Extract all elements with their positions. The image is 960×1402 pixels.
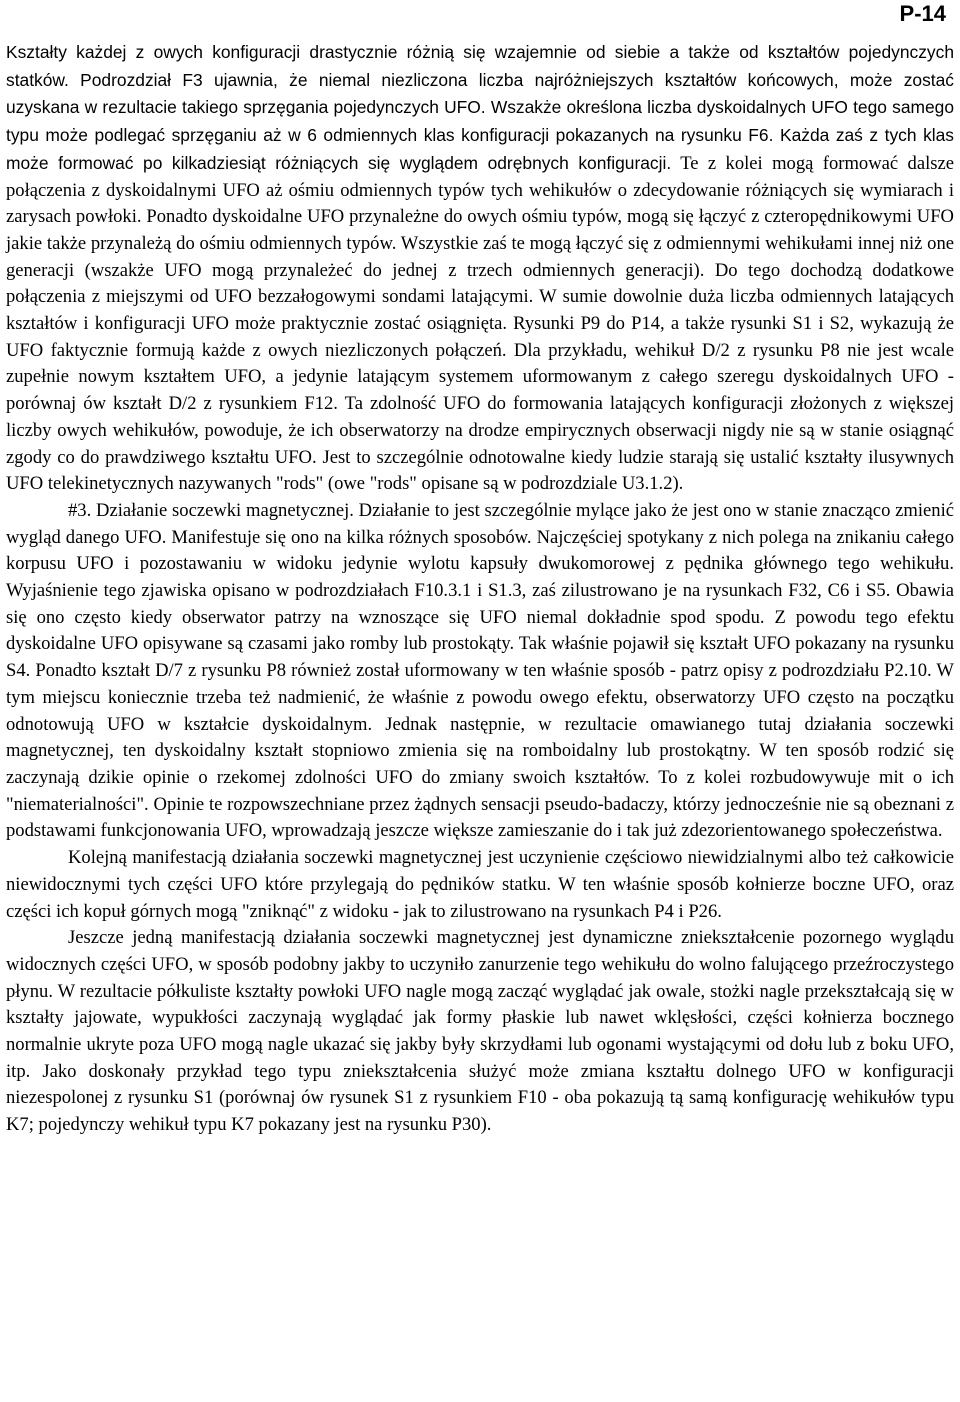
page-number: P-14 <box>899 1 946 26</box>
paragraph-3: Kolejną manifestacją działania soczewki magnetycznej jest uczynienie częściowo niewidzialnymi albo też całkowicie niewidocznymi tych części UFO które przylegają do pędników statku. W ten właśnie sposób kołnierze boczne UFO, oraz części ich kopuł górnych mogą "zniknąć" z widoku - jak to zilustrowano na rysunkach P4 i P26. <box>6 847 954 922</box>
paragraph-1-sans-part: Kształty każdej z owych konfiguracji drastycznie różnią się wzajemnie od siebie a także od kształtów pojedynczych statków. Podrozdział F3 ujawnia, że niemal niezliczona liczba najróżniejszych kształtów końcowych, może zostać uzyskana w rezultacie takiego sprzęgania pojedynczych UFO. Wszakże określona liczba dyskoidalnych UFO tego samego typu może podlegać sprzęganiu aż w 6 odmiennych klas konfiguracji pokazanych na rysunku F6. Każda zaś z tych klas może formować po kilkadziesiąt różniących się wyglądem odrębnych konfiguracji. <box>6 42 954 173</box>
paragraph-1 <box>6 39 954 498</box>
paragraph-2: #3. Działanie soczewki magnetycznej. Działanie to jest szczególnie mylące jako że jest ono w stanie znacząco zmienić wygląd danego UFO. Manifestuje się ono na kilka różnych sposobów. Najczęściej spotykany z nich polega na znikaniu całego korpusu UFO i pozostawaniu w widoku jedynie wylotu kapsuły dwukomorowej z pędnika głównego tego wehikułu. Wyjaśnienie tego zjawiska opisano w podrozdziałach F10.3.1 i S1.3, zaś zilustrowano je na rysunkach F32, C6 i S5. Obawia się ono często kiedy obserwator patrzy na wznoszące się UFO niemal dokładnie spod spodu. Z powodu tego efektu dyskoidalne UFO opisywane są czasami jako romby lub prostokąty. Tak właśnie pojawił się kształt UFO pokazany na rysunku S4. Ponadto kształt D/7 z rysunku P8 również został uformowany w ten właśnie sposób - patrz opisy z podrozdziału P2.10. W tym miejscu koniecznie trzeba też nadmienić, że właśnie z powodu owego efektu, obserwatorzy UFO często na początku odnotowują UFO w kształcie dyskoidalnym. Jednak następnie, w rezultacie omawianego tutaj działania soczewki magnetycznej, ten dyskoidalny kształt stopniowo zmienia się na romboidalny lub prostokątny. W ten sposób rodzić się zaczynają dzikie opinie o rzekomej zdolności UFO do zmiany swoich kształtów. To z kolei rozbudowywuje mit o ich "niematerialności". Opinie te rozpowszechniane przez żądnych sensacji pseudo-badaczy, którzy jednocześnie nie są obeznani z podstawami funkcjonowania UFO, wprowadzają jeszcze większe zamieszanie do i tak już zdezorientowanego społeczeństwa. <box>6 499 954 842</box>
document-body <box>6 39 954 1139</box>
paragraph-4: Jeszcze jedną manifestacją działania soczewki magnetycznej jest dynamiczne zniekształcenie pozornego wyglądu widocznych części UFO, w sposób podobny jakby to uczyniło zanurzenie tego wehikułu do wolno falującego przeźroczystego płynu. W rezultacie półkuliste kształty powłoki UFO nagle mogą zacząć wyglądać jak owale, stożki nagle przekształcają się w kształty jajowate, wypukłości zaczynają wyglądać jak formy płaskie lub nawet wklęsłości, części kołnierza bocznego normalnie ukryte poza UFO mogą nagle ukazać się jakby były skrzydłami lub ogonami wystającymi od dołu lub z boku UFO, itp. Jako doskonały przykład tego typu zniekształcenia służyć może zmiana kształtu dolnego UFO w konfiguracji niezespolonej z rysunku S1 (porównaj ów rysunek S1 z rysunkiem F10 - oba pokazują tą samą konfigurację wehikułów typu K7; pojedynczy wehikuł typu K7 pokazany jest na rysunku P30). <box>6 927 954 1136</box>
paragraph-1-serif-part: Te z kolei mogą formować dalsze połączenia z dyskoidalnymi UFO aż ośmiu odmiennych typów tych wehikułów o zdecydowanie różniących się wymiarach i zarysach powłoki. Ponadto dyskoidalne UFO przynależne do owych ośmiu typów, mogą się łączyć z czteropędnikowymi UFO jakie także przynależą do ośmiu odmiennych typów. Wszystkie zaś te mogą łączyć się z odmiennymi wehikułami innej niż one generacji (wszakże UFO mogą przynależeć do jednej z trzech odmiennych generacji). Do tego dochodzą dodatkowe połączenia z miejszymi od UFO bezzałogowymi sondami latającymi. W sumie dowolnie duża liczba odmiennych latających kształtów i konfiguracji UFO może praktycznie zostać osiągnięta. Rysunki P9 do P14, a także rysunki S1 i S2, wykazują że UFO faktycznie formują każde z owych niezliczonych połączeń. Dla przykładu, wehikuł D/2 z rysunku P8 nie jest wcale zupełnie nowym kształtem UFO, a jedynie latającym systemem uformowanym z całego szeregu dyskoidalnych UFO - porównaj ów kształt D/2 z rysunkiem F12. Ta zdolność UFO do formowania latających konfiguracji złożonych z większej liczby owych wehikułów, powoduje, że ich obserwatorzy na drodze empirycznych obserwacji nigdy nie są w stanie osiągnąć zgody co do prawdziwego kształtu UFO. Jest to szczególnie odnotowalne kiedy ludzie starają się ustalić kształty ilusywnych UFO telekinetycznych nazywanych "rods" (owe "rods" opisane są w podrozdziale U3.1.2). <box>6 152 954 495</box>
